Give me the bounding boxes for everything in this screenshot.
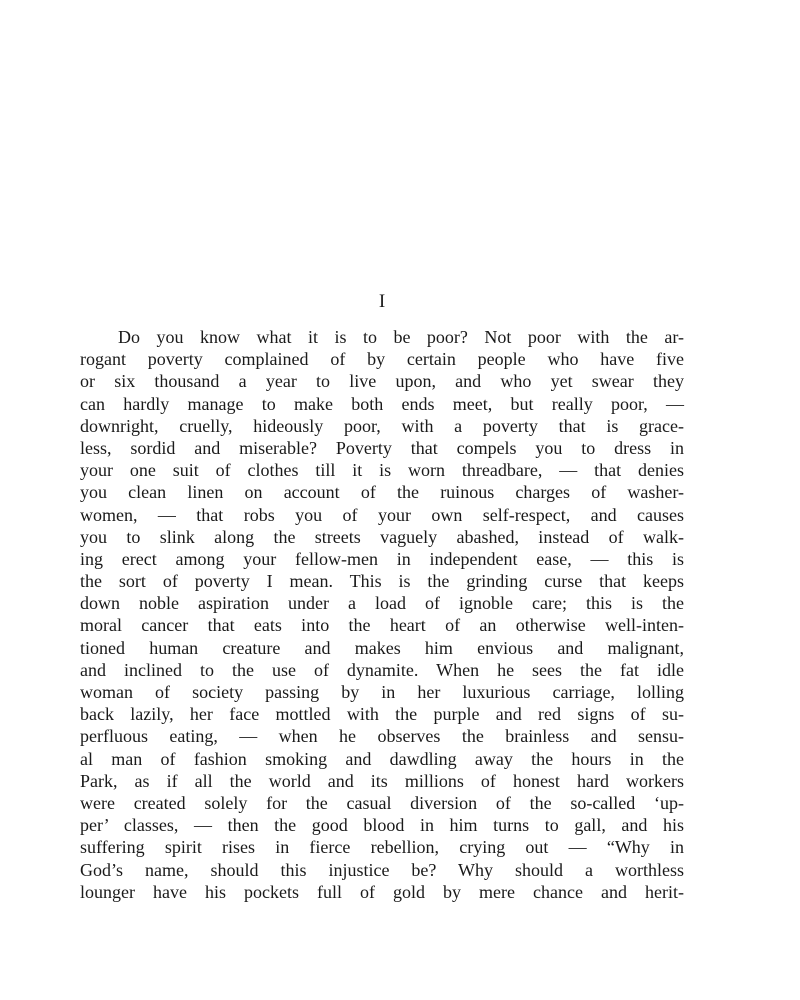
text-line: God’s name, should this injustice be? Why should a worthless	[80, 859, 684, 880]
text-line: downright, cruelly, hideously poor, with a poverty that is grace-	[80, 415, 684, 436]
text-line: were created solely for the casual diversion of the so-called ‘up-	[80, 792, 684, 813]
text-line: woman of society passing by in her luxurious carriage, lolling	[80, 682, 684, 702]
text-line: al man of fashion smoking and dawdling away the hours in the	[80, 748, 684, 769]
chapter-heading: I	[378, 291, 386, 312]
text-line: per’ classes, — then the good blood in him turns to gall, and his	[80, 815, 684, 836]
text-line: lounger have his pockets full of gold by mere chance and herit-	[80, 881, 684, 902]
text-line: you to slink along the streets vaguely abashed, instead of walk-	[80, 526, 684, 547]
text-line: can hardly manage to make both ends meet, but really poor, —	[80, 393, 684, 414]
text-line: suffering spirit rises in fierce rebellion, crying out — “Why in	[80, 837, 684, 858]
text-line: or six thousand a year to live upon, and who yet swear they	[80, 371, 684, 392]
chapter-text	[80, 326, 684, 903]
text-line: ing erect among your fellow-men in independent ease, — this is	[80, 548, 684, 569]
text-line: perfluous eating, — when he observes the brainless and sensu-	[80, 726, 684, 747]
text-line: down noble aspiration under a load of ignoble care; this is the	[80, 593, 684, 614]
text-line: tioned human creature and makes him envious and malignant,	[80, 637, 684, 658]
text-line: less, sordid and miserable? Poverty that compels you to dress in	[80, 437, 684, 458]
text-line: women, — that robs you of your own self-respect, and causes	[80, 504, 684, 525]
text-line: your one suit of clothes till it is worn threadbare, — that denies	[80, 460, 684, 481]
text-line: you clean linen on account of the ruinous charges of washer-	[80, 482, 684, 503]
text-line: back lazily, her face mottled with the purple and red signs of su-	[80, 704, 684, 725]
text-line: moral cancer that eats into the heart of an otherwise well-inten-	[80, 615, 684, 636]
text-line: Do you know what it is to be poor? Not poor with the ar-	[118, 327, 684, 347]
text-line: and inclined to the use of dynamite. When he sees the fat idle	[80, 659, 684, 680]
text-line: the sort of poverty I mean. This is the grinding curse that keeps	[80, 571, 684, 592]
text-line: Park, as if all the world and its millions of honest hard workers	[80, 770, 684, 791]
text-line: rogant poverty complained of by certain people who have five	[80, 349, 684, 370]
